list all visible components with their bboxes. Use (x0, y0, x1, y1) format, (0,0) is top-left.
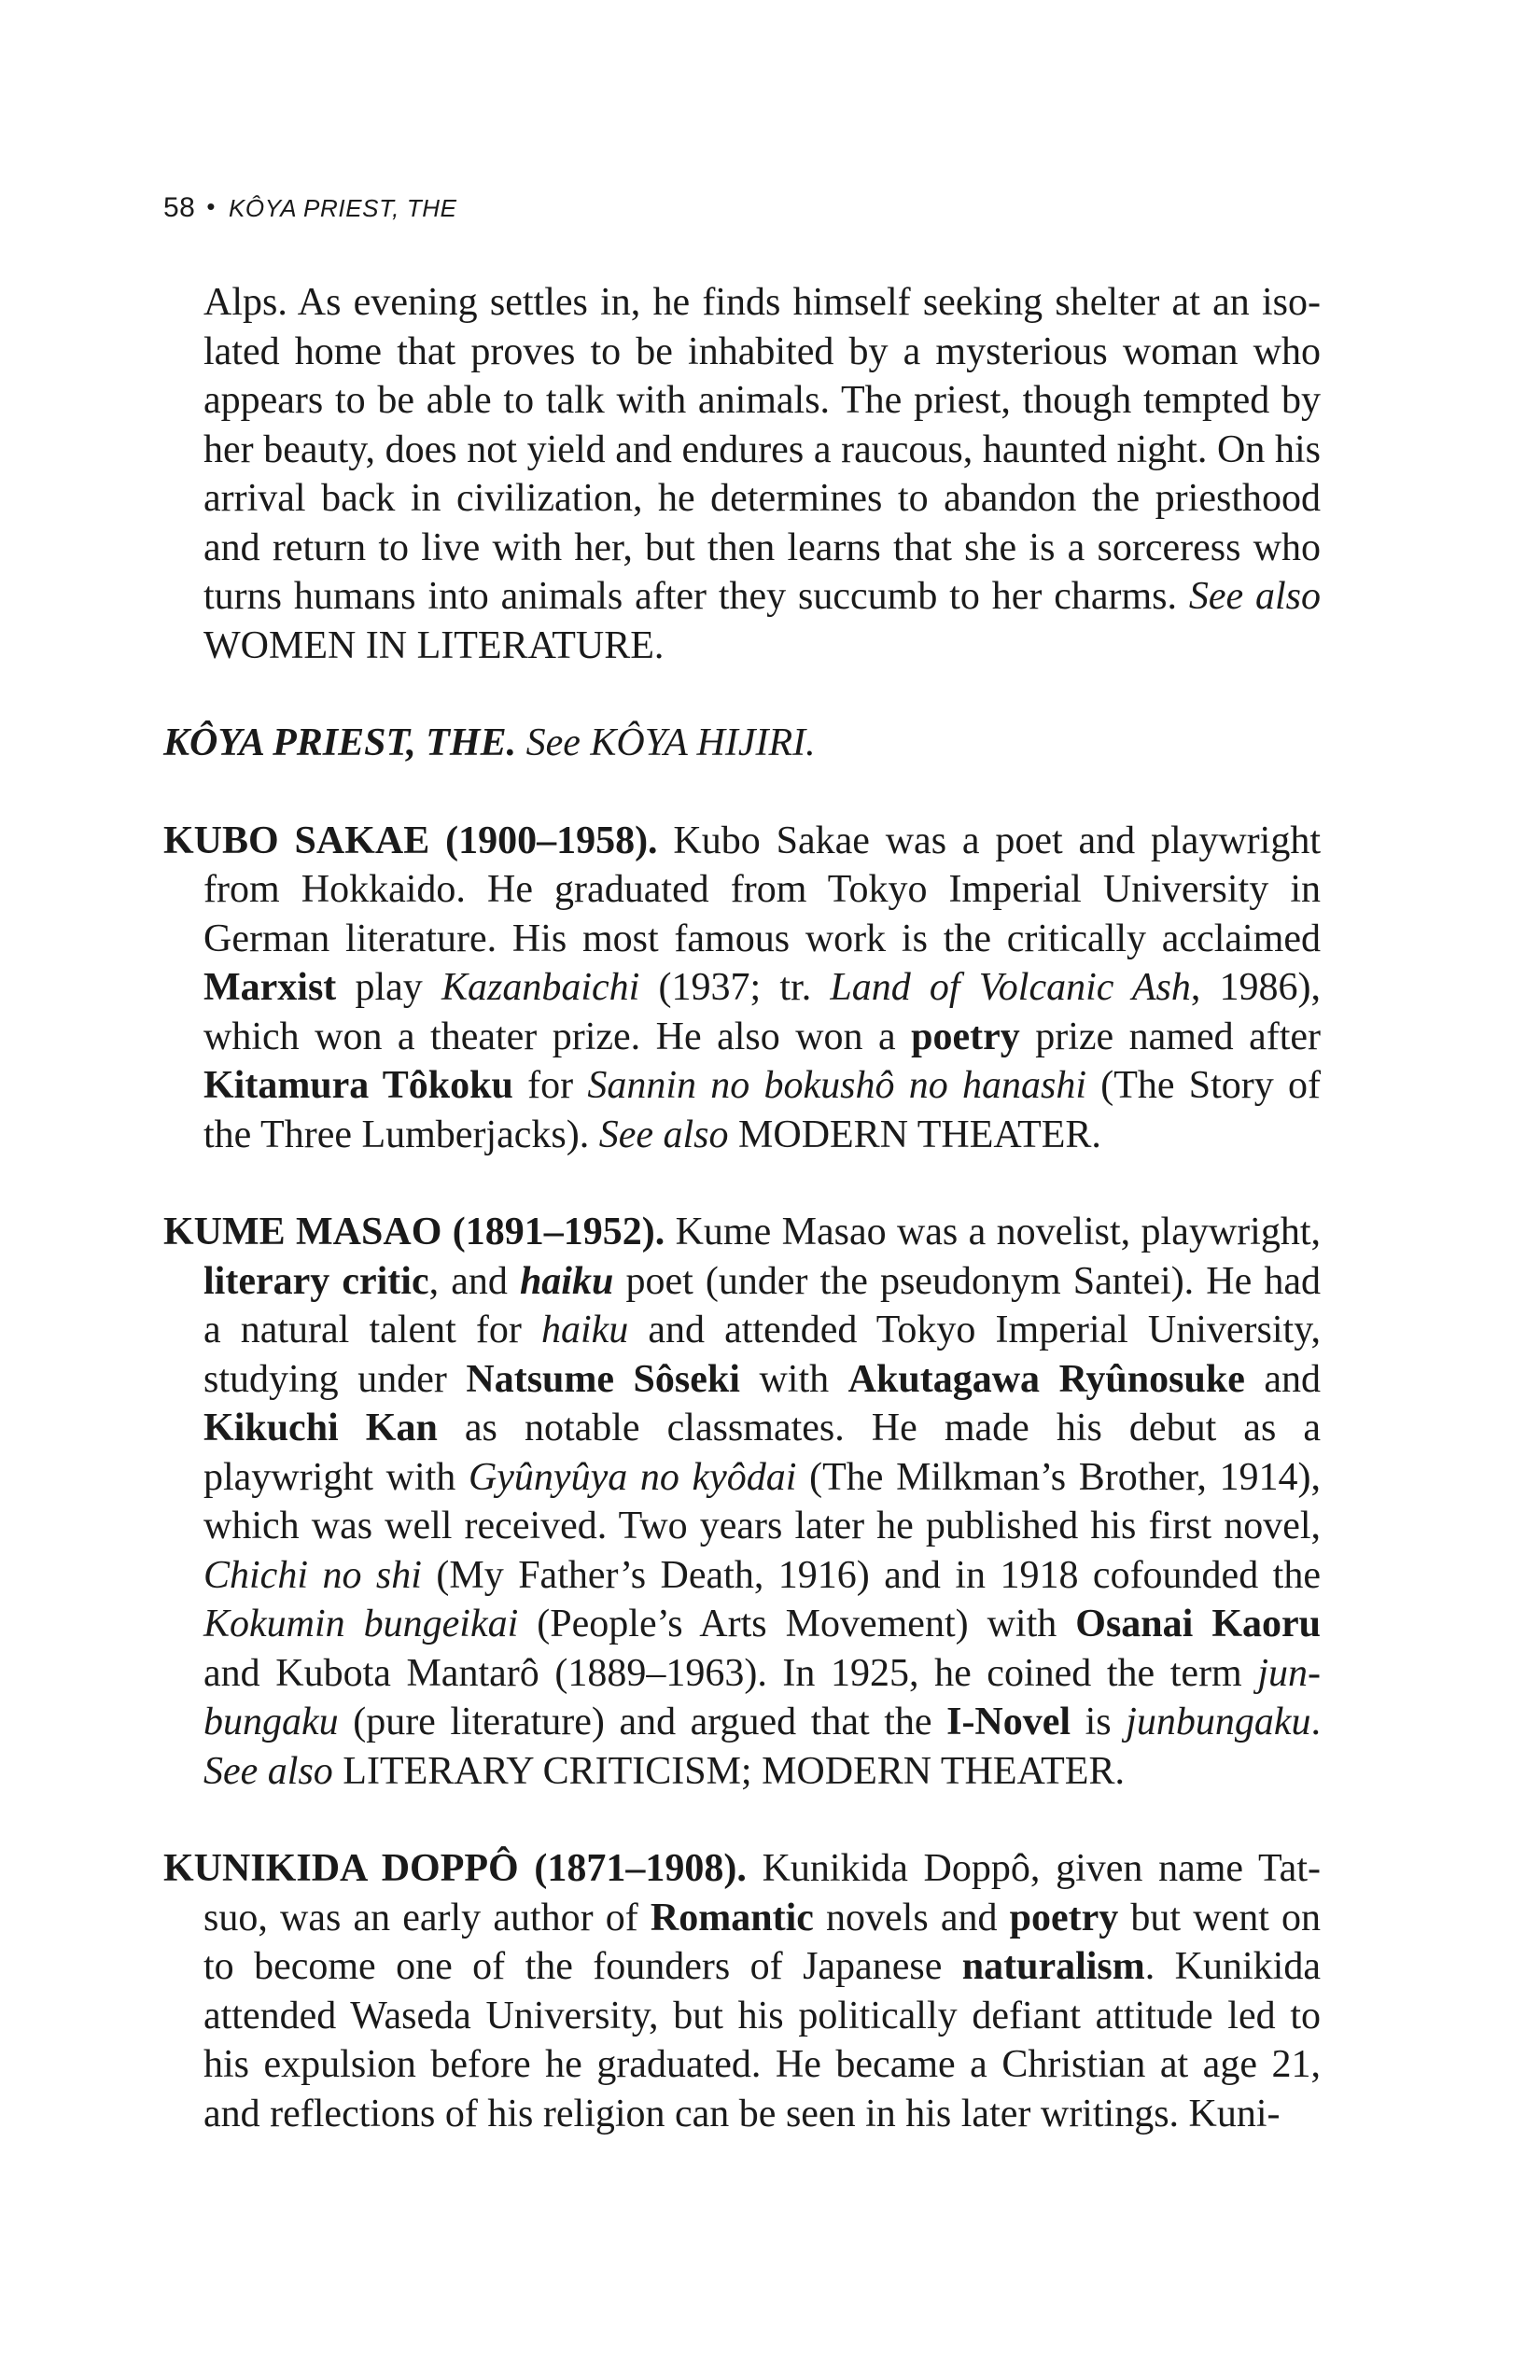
bold-term: poetry (911, 1015, 1020, 1058)
entry-gap (163, 768, 1321, 817)
body-text: . (1310, 1701, 1321, 1743)
bold-term: I-Novel (946, 1701, 1071, 1743)
entry-koya-hijiri-continued (163, 278, 1321, 670)
body-text: Kubo Sakae was a poet and playwright from Hokkaido. He graduated from Tokyo Imperial University in German literature. His most famous work is the critically acclaimed (203, 819, 1321, 960)
body-text: for (512, 1064, 588, 1107)
bold-term: Kikuchi Kan (203, 1407, 438, 1449)
body-text (516, 721, 526, 764)
italic-text: See KÔYA HIJIRI. (525, 721, 816, 764)
entry-kunikida-doppo (163, 1844, 1321, 2138)
entry-gap (163, 670, 1321, 719)
body-text: as notable classmates. He made his debut as a playwright with (203, 1407, 1321, 1499)
body-text: (The Story of the Three Lumberjacks). (203, 1064, 1322, 1156)
body-text: . Kunikida attended Waseda University, but his politically defiant attitude led to his expulsion before he graduated. He became a Christian at age 21, and reflections of his religion can be seen in his later writings. Kuni- (203, 1945, 1321, 2135)
headword: KUNIKIDA DOPPÔ (1871–1908). (163, 1847, 747, 1890)
headword: KUME MASAO (1891–1952). (163, 1211, 665, 1253)
bold-term: Romantic (650, 1896, 814, 1939)
body-text: and attended Tokyo Imperial University, studying under (203, 1309, 1321, 1401)
body-text: (My Father’s Death, 1916) and in 1918 cofounded the (421, 1553, 1321, 1597)
headword-italic: KÔYA PRIEST, THE. (163, 721, 517, 764)
body-text: and Kubota Mantarô (1889–1963). In 1925, he coined the term (203, 1651, 1258, 1695)
entry-gap (163, 1159, 1321, 1208)
bold-term: Osanai Kaoru (1075, 1603, 1321, 1645)
body-text: (People’s Arts Movement) with (518, 1603, 1076, 1645)
body-text: but went on to become one of the founders of Japanese (203, 1896, 1322, 1988)
italic-text: Sannin no bokushô no hanashi (587, 1064, 1086, 1107)
italic-text: See also (598, 1113, 729, 1156)
entry-kubo-sakae (163, 817, 1321, 1160)
body-text: Alps. As evening settles in, he finds himself seeking shelter at an isolated home that proves to be inhabited by a mysterious woman who appears to be able to talk with animals. The priest, though tempted by her beauty, does not yield and endures a raucous, haunted night. On his arrival back in civilization, he determines to abandon the priesthood and return to live with her, but then learns that she is a sorceress who turns humans into animals after they succumb to her charms. (203, 281, 1321, 618)
bold-term: Akutagawa Ryûnosuke (847, 1357, 1245, 1401)
bold-term: Marxist (203, 966, 337, 1009)
bold-term: Natsume Sôseki (466, 1357, 740, 1401)
dictionary-body (163, 278, 1321, 2138)
body-text: MODERN THEATER. (728, 1113, 1101, 1156)
body-text: play (336, 966, 441, 1009)
running-head (163, 192, 457, 224)
body-text: prize named after (1019, 1015, 1321, 1058)
bold-term: literary critic (203, 1259, 429, 1303)
body-text: poet (under the pseudonym Santei). He had a natural talent for (203, 1259, 1321, 1351)
running-title: KÔYA PRIEST, THE (228, 194, 457, 222)
headword-italic: haiku (519, 1259, 614, 1303)
page-number: 58 (163, 192, 196, 223)
italic-text: Gyûnyûya no kyôdai (468, 1455, 797, 1499)
body-text: is (1071, 1701, 1127, 1743)
body-text: Kume Masao was a novelist, playwright, (665, 1211, 1321, 1253)
bold-term: Kitamura Tôkoku (203, 1064, 513, 1107)
bold-term: naturalism (961, 1945, 1145, 1988)
italic-text: junbungaku (1126, 1701, 1311, 1743)
body-text: LITERARY CRITICISM; MODERN THEATER. (332, 1749, 1125, 1793)
entry-kume-masao (163, 1208, 1321, 1796)
italic-text: See also (203, 1749, 333, 1793)
italic-text: Land of Volcanic Ash (830, 966, 1191, 1009)
entry-koya-priest (163, 719, 1321, 768)
body-text: Kunikida Doppô, given name Tatsuo, was an early author of (203, 1847, 1321, 1939)
italic-text: Chichi no shi (203, 1553, 422, 1597)
body-text: and (1244, 1357, 1322, 1401)
italic-text: junbungaku (203, 1651, 1321, 1743)
entry-gap (163, 1796, 1321, 1844)
body-text: with (739, 1357, 848, 1401)
body-text: (pure literature) and argued that the (338, 1701, 947, 1743)
italic-text: haiku (540, 1309, 629, 1351)
body-text: , 1986), which won a theater prize. He also won a (203, 966, 1321, 1058)
bold-term: poetry (1009, 1896, 1119, 1939)
headword: KUBO SAKAE (1900–1958). (163, 819, 658, 862)
italic-text: Kazanbaichi (441, 966, 640, 1009)
body-text: (The Milkman’s Brother, 1914), which was well received. Two years later he published his first novel, (203, 1455, 1321, 1547)
body-text: WOMEN IN LITERATURE. (203, 623, 665, 667)
body-text: novels and (813, 1896, 1010, 1939)
body-text: , and (428, 1259, 520, 1303)
bullet-separator: • (206, 192, 216, 220)
italic-text: See also (1188, 575, 1321, 618)
body-text: (1937; tr. (639, 966, 831, 1009)
italic-text: Kokumin bungeikai (203, 1603, 519, 1645)
